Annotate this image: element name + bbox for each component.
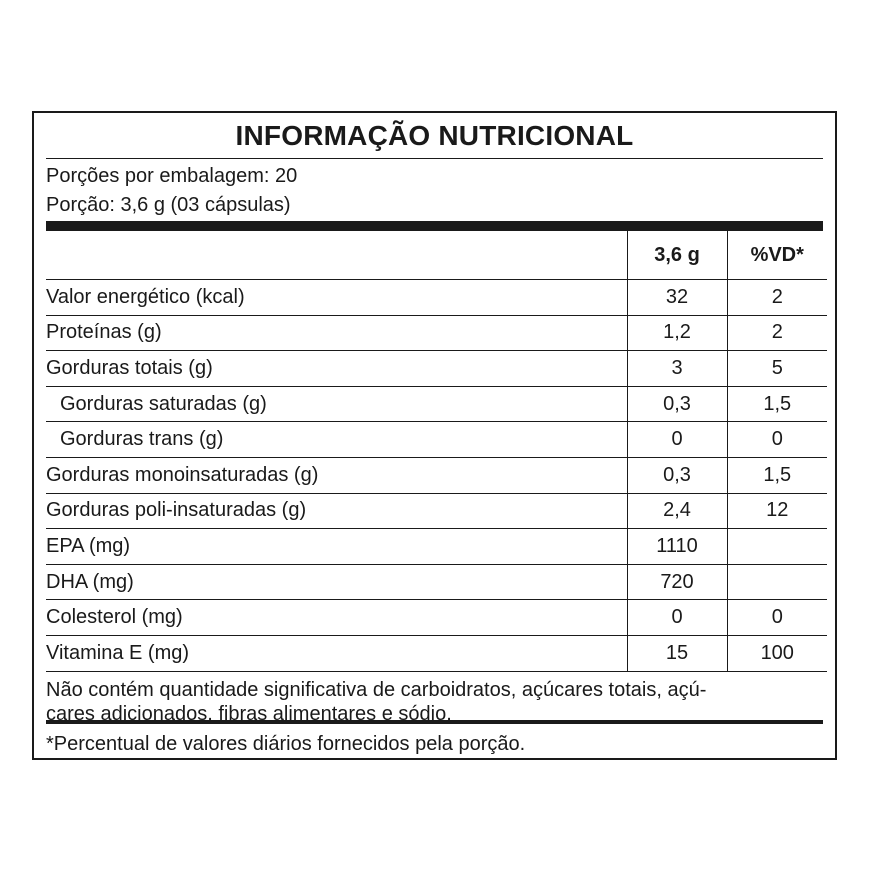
table-row — [46, 600, 827, 636]
nutrient-amount: 1110 — [627, 529, 727, 565]
servings-per-package: Porções por embalagem: 20 — [46, 165, 298, 187]
nutrient-name: Colesterol (mg) — [46, 600, 627, 636]
nutrient-name: Gorduras saturadas (g) — [46, 386, 627, 422]
nutrient-amount: 0,3 — [627, 457, 727, 493]
nutrient-name: EPA (mg) — [46, 529, 627, 565]
thick-divider — [46, 221, 823, 231]
table-row — [46, 493, 827, 529]
note-line: Não contém quantidade significativa de carboidratos, açúcares totais, açú- — [46, 678, 707, 701]
table-row — [46, 564, 827, 600]
header-amount: 3,6 g — [627, 231, 727, 280]
nutrient-amount: 32 — [627, 280, 727, 316]
nutrient-amount: 0 — [627, 600, 727, 636]
nutrient-name: DHA (mg) — [46, 564, 627, 600]
nutrient-name: Vitamina E (mg) — [46, 635, 627, 671]
nutrient-vd: 1,5 — [727, 386, 827, 422]
table-row — [46, 635, 827, 671]
nutrient-vd: 2 — [727, 280, 827, 316]
nutrient-amount: 0 — [627, 422, 727, 458]
nutrient-amount: 0,3 — [627, 386, 727, 422]
nutrient-amount: 3 — [627, 351, 727, 387]
nutrient-vd: 100 — [727, 635, 827, 671]
nutrient-amount: 1,2 — [627, 315, 727, 351]
table-row — [46, 422, 827, 458]
note-line: cares adicionados, fibras alimentares e sódio. — [46, 702, 452, 725]
nutrition-table — [46, 231, 827, 672]
nutrient-name: Gorduras poli-insaturadas (g) — [46, 493, 627, 529]
nutrient-amount: 720 — [627, 564, 727, 600]
nutrient-name: Valor energético (kcal) — [46, 280, 627, 316]
nutrient-name: Proteínas (g) — [46, 315, 627, 351]
nutrient-vd: 2 — [727, 315, 827, 351]
header-name — [46, 231, 627, 280]
nutrition-label — [32, 111, 837, 760]
table-row — [46, 529, 827, 565]
serving-size: Porção: 3,6 g (03 cápsulas) — [46, 194, 291, 216]
table-row — [46, 351, 827, 387]
table-row — [46, 315, 827, 351]
nutrient-vd: 0 — [727, 600, 827, 636]
table-row — [46, 280, 827, 316]
nutrient-name: Gorduras trans (g) — [46, 422, 627, 458]
insignificant-nutrients-note — [46, 672, 823, 725]
nutrient-vd: 1,5 — [727, 457, 827, 493]
nutrient-vd — [727, 529, 827, 565]
nutrient-vd: 12 — [727, 493, 827, 529]
table-row — [46, 457, 827, 493]
nutrient-amount: 15 — [627, 635, 727, 671]
nutrition-label-content — [46, 113, 823, 758]
nutrient-name: Gorduras monoinsaturadas (g) — [46, 457, 627, 493]
table-header-row — [46, 231, 827, 280]
label-title: INFORMAÇÃO NUTRICIONAL — [46, 113, 823, 159]
serving-info — [46, 159, 823, 221]
table-row — [46, 386, 827, 422]
nutrient-vd: 5 — [727, 351, 827, 387]
nutrient-vd: 0 — [727, 422, 827, 458]
header-vd: %VD* — [727, 231, 827, 280]
nutrient-amount: 2,4 — [627, 493, 727, 529]
daily-value-footnote: *Percentual de valores diários fornecidos pela porção. — [46, 732, 526, 755]
nutrient-name: Gorduras totais (g) — [46, 351, 627, 387]
nutrient-vd — [727, 564, 827, 600]
